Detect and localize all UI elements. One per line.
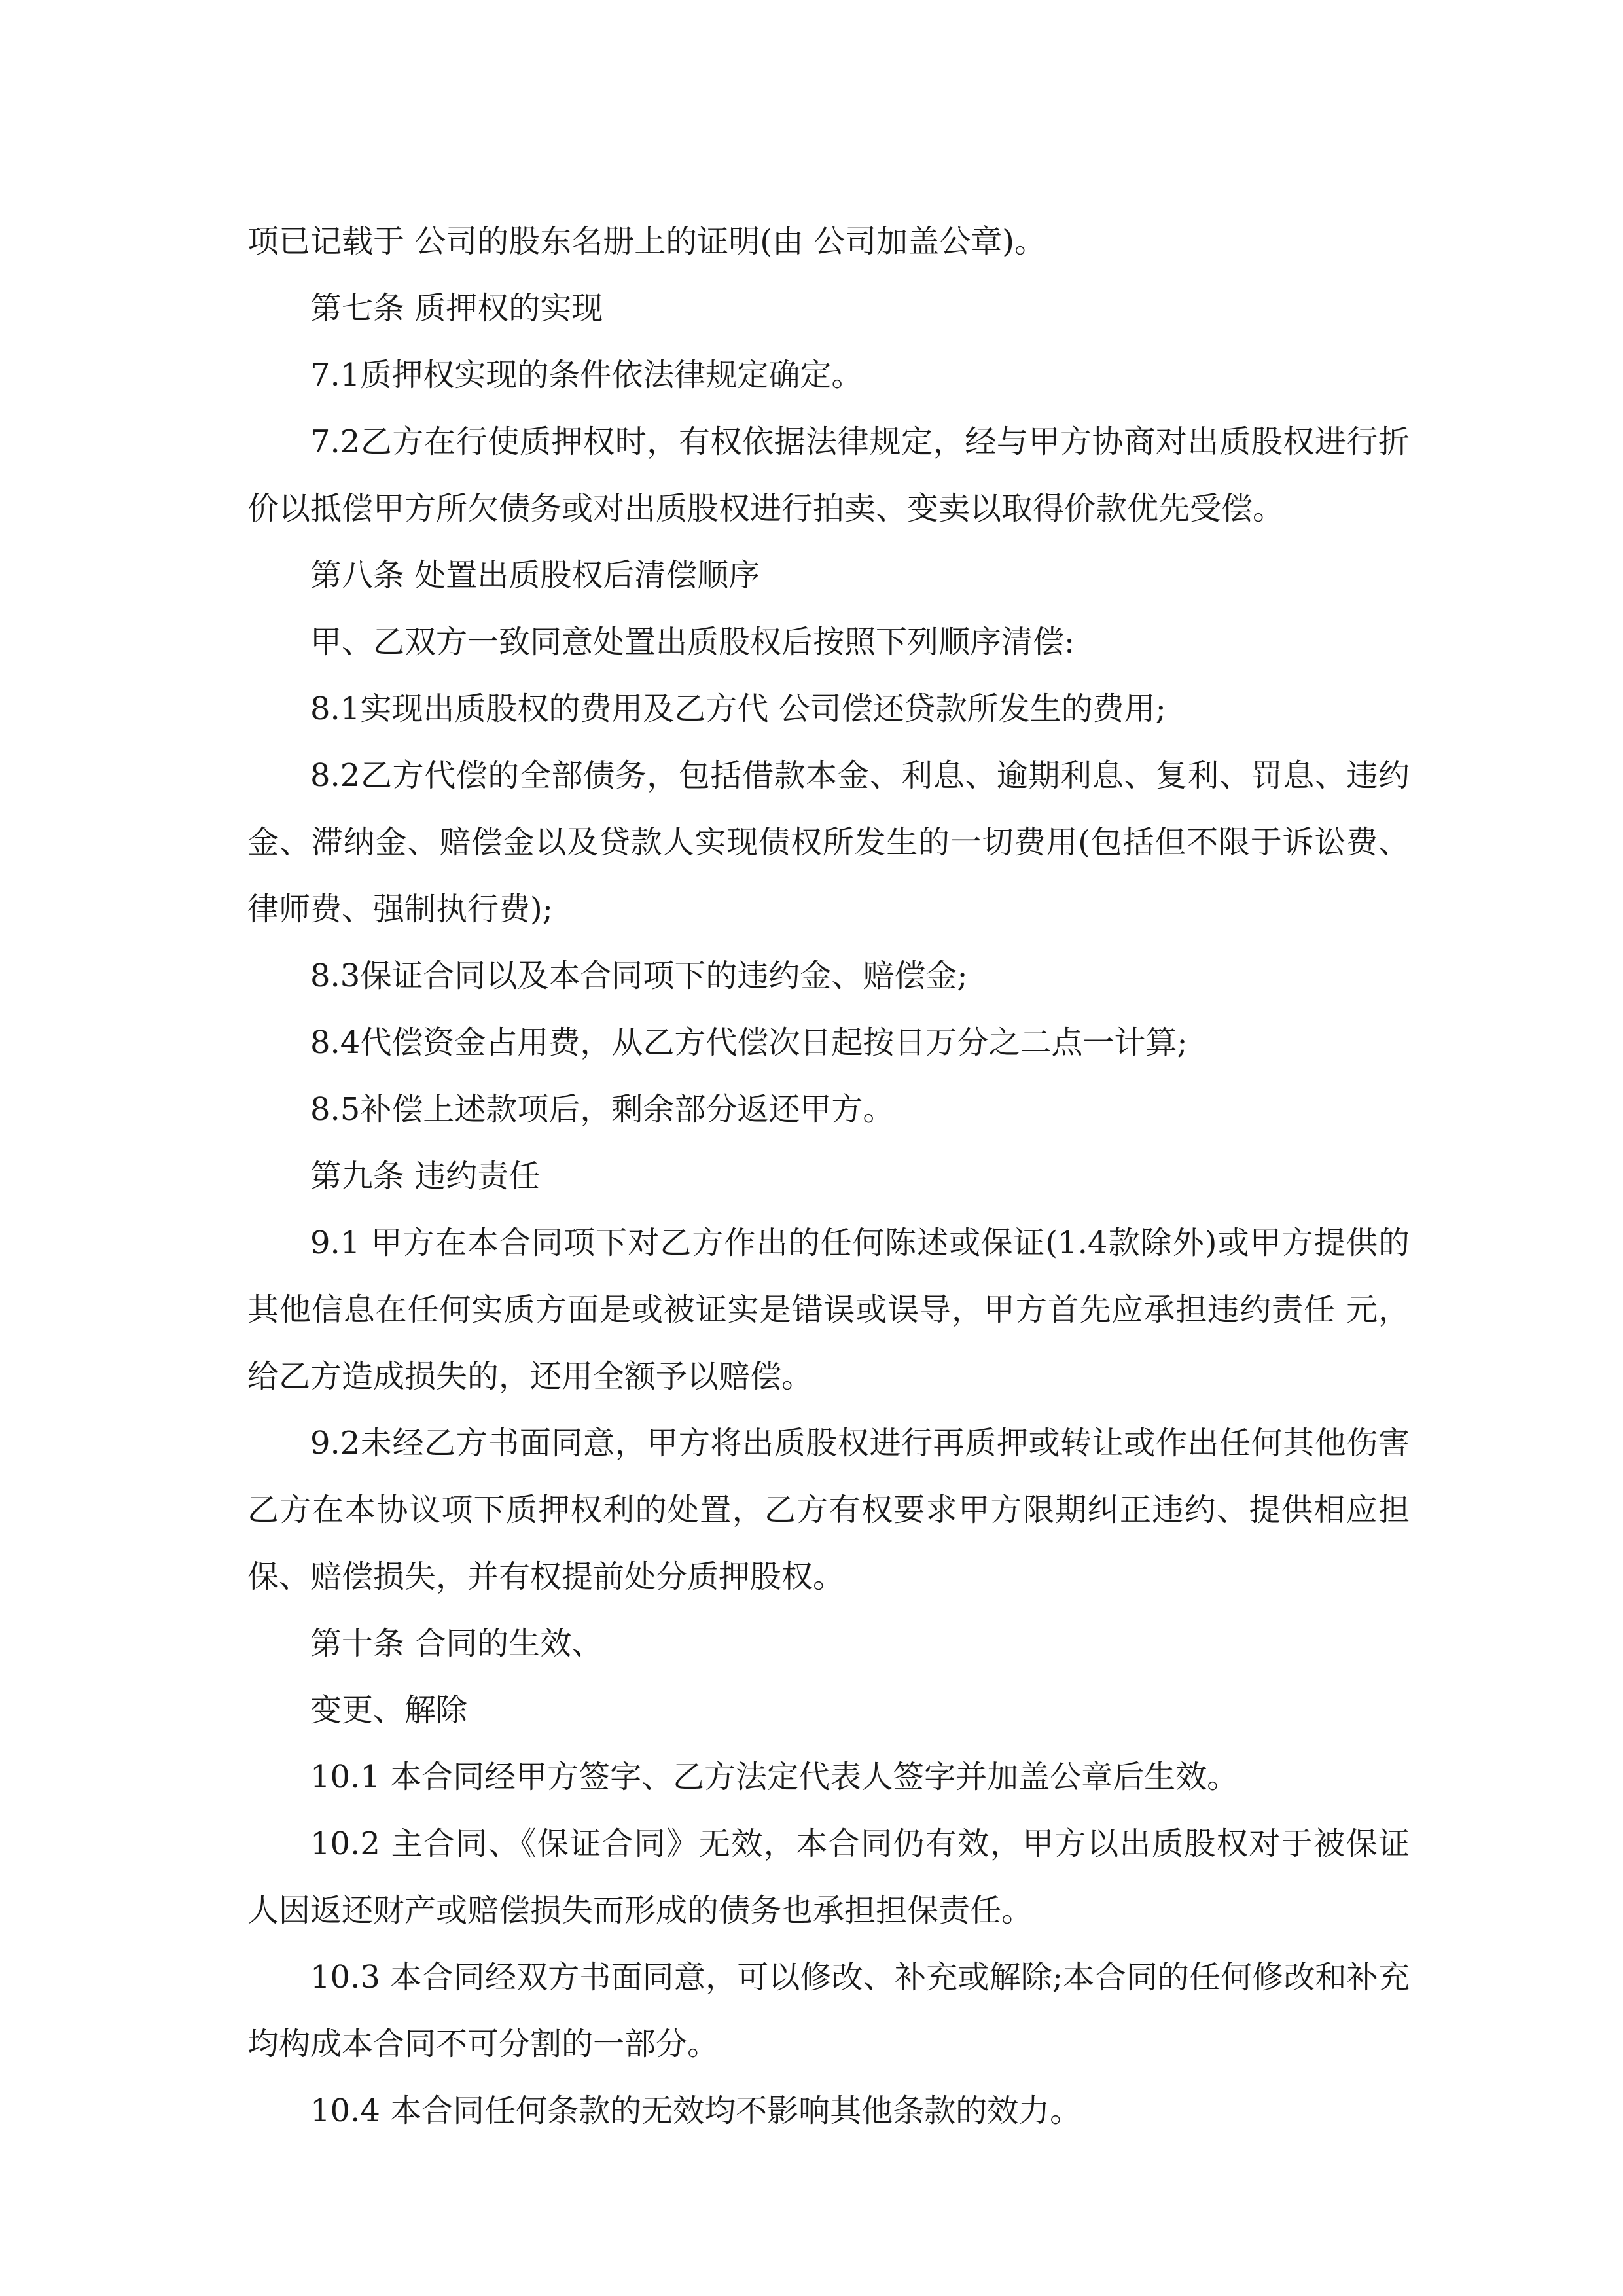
document-body <box>247 208 1410 2144</box>
clause-10-4: 10.4 本合同任何条款的无效均不影响其他条款的效力。 <box>310 2092 1082 2129</box>
clause-10-3: 10.3 本合同经双方书面同意，可以修改、补充或解除;本合同的任何修改和补充均构成本合同不可分割的一部分。 <box>247 1959 1410 2062</box>
clause-7-1: 7.1质押权实现的条件依法律规定确定。 <box>310 357 863 393</box>
clause-8-2: 8.2乙方代偿的全部债务，包括借款本金、利息、逾期利息、复利、罚息、违约金、滞纳金、赔偿金以及贷款人实现债权所发生的一切费用(包括但不限于诉讼费、律师费、强制执行费); <box>247 757 1410 927</box>
clause-8-5: 8.5补偿上述款项后，剩余部分返还甲方。 <box>310 1091 895 1128</box>
article-8-heading: 第八条 处置出质股权后清偿顺序 <box>310 557 760 594</box>
article-9-heading: 第九条 违约责任 <box>310 1158 541 1194</box>
clause-7-2: 7.2乙方在行使质押权时，有权依据法律规定，经与甲方协商对出质股权进行折价以抵偿甲方所欠债务或对出质股权进行拍卖、变卖以取得价款优先受偿。 <box>247 423 1410 527</box>
clause-9-1: 9.1 甲方在本合同项下对乙方作出的任何陈述或保证(1.4款除外)或甲方提供的其他信息在任何实质方面是或被证实是错误或误导，甲方首先应承担违约责任 元，给乙方造成损失的，还用全额予以赔偿。 <box>247 1225 1410 1395</box>
clause-8-1: 8.1实现出质股权的费用及乙方代 公司偿还贷款所发生的费用; <box>310 691 1166 727</box>
clause-8-4: 8.4代偿资金占用费，从乙方代偿次日起按日万分之二点一计算; <box>310 1024 1188 1061</box>
article-10-heading: 第十条 合同的生效、 <box>310 1625 603 1662</box>
clause-8-3: 8.3保证合同以及本合同项下的违约金、赔偿金; <box>310 958 968 994</box>
article-8-intro: 甲、乙双方一致同意处置出质股权后按照下列顺序清偿: <box>310 624 1075 660</box>
clause-9-2: 9.2未经乙方书面同意，甲方将出质股权进行再质押或转让或作出任何其他伤害乙方在本协议项下质押权利的处置，乙方有权要求甲方限期纠正违约、提供相应担保、赔偿损失，并有权提前处分质押股权。 <box>247 1425 1410 1595</box>
clause-10-1: 10.1 本合同经甲方签字、乙方法定代表人签字并加盖公章后生效。 <box>310 1759 1239 1795</box>
clause-10-2: 10.2 主合同、《保证合同》无效，本合同仍有效，甲方以出质股权对于被保证人因返还财产或赔偿损失而形成的债务也承担担保责任。 <box>247 1825 1410 1929</box>
paragraph-continuation: 项已记载于 公司的股东名册上的证明(由 公司加盖公章)。 <box>247 223 1046 260</box>
article-10-heading-cont: 变更、解除 <box>310 1692 468 1729</box>
article-7-heading: 第七条 质押权的实现 <box>310 290 603 327</box>
